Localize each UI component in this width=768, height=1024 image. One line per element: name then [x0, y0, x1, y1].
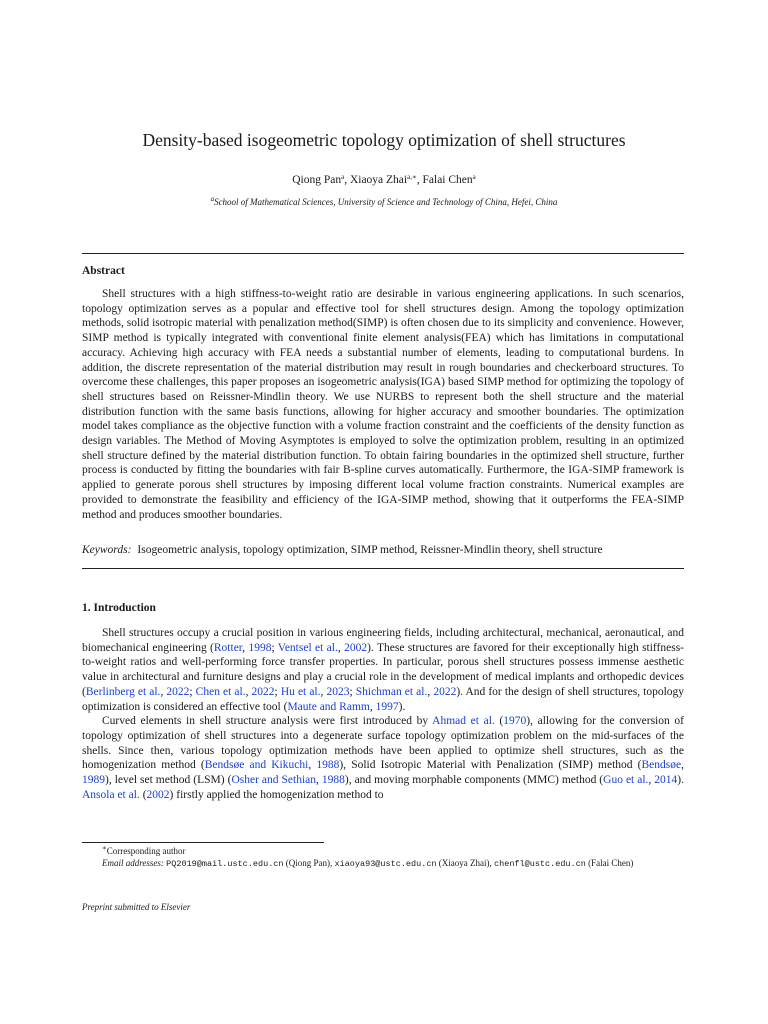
citation-link[interactable]: 2022 [166, 685, 190, 698]
body-text: , [308, 759, 317, 772]
body-text: , [681, 759, 684, 772]
body-text: , [320, 685, 327, 698]
citation-link[interactable]: Osher and Sethian [231, 774, 316, 787]
paper-title: Density-based isogeometric topology optimization of shell structures [142, 130, 626, 150]
keywords-text: Isogeometric analysis, topology optimization, SIMP method, Reissner-Mindlin theory, shell structure [137, 544, 603, 556]
author-affil-mark: a [341, 173, 345, 181]
citation-link[interactable]: Hu et al. [280, 685, 321, 698]
citation-link[interactable]: 2022 [433, 685, 457, 698]
affiliation-text: School of Mathematical Sciences, University of Science and Technology of China, Hefei, China [214, 197, 558, 207]
body-text: ; [189, 685, 196, 698]
body-text: ; [274, 685, 281, 698]
body-text: ( [494, 715, 504, 728]
body-text: ) firstly applied the homogenization method to [169, 788, 384, 801]
footnote-rule [82, 842, 324, 843]
citation-link[interactable]: Ansola et al. [82, 788, 140, 801]
bottom-rule [82, 568, 684, 569]
citation-link[interactable]: Chen et al. [195, 685, 246, 698]
intro-paragraph [82, 714, 684, 802]
body-text: , [160, 685, 167, 698]
author-affil-mark: a [472, 173, 476, 181]
author-name: Qiong Pan [292, 174, 342, 186]
body-text: ), and moving morphable components (MMC) method ( [344, 774, 604, 787]
section-heading: 1. Introduction [82, 602, 156, 614]
citation-link[interactable]: Maute and Ramm [287, 700, 370, 713]
email-link[interactable]: chenfl@ustc.edu.cn [494, 859, 586, 869]
citation-link[interactable]: 2014 [654, 774, 678, 787]
citation-link[interactable]: 2002 [146, 788, 170, 801]
preprint-note: Preprint submitted to Elsevier [82, 902, 191, 912]
citation-link[interactable]: 2022 [251, 685, 275, 698]
author-name: Xiaoya Zhai [349, 174, 408, 186]
affiliation [0, 197, 768, 207]
body-text: ). And for the design of shell structures, topology optimization is considered an effective tool ( [82, 685, 685, 713]
email-owner: (Qiong Pan), [285, 858, 333, 868]
body-text: , [242, 641, 249, 654]
body-text: Shell structures occupy a crucial position in various engineering fields, including architectural, mechanical, aeronautical, and biomechanical engineering ( [82, 627, 684, 654]
body-text: ). [677, 774, 685, 787]
abstract-heading: Abstract [82, 265, 125, 277]
citation-link[interactable]: Guo et al. [603, 774, 649, 787]
citation-link[interactable]: Bendsøe and Kikuchi [204, 759, 309, 772]
citation-link[interactable]: Bendsøe [641, 759, 682, 772]
footnote-mark: ∗ [102, 844, 107, 852]
citation-link[interactable]: 2023 [326, 685, 350, 698]
body-text: Curved elements in shell structure analysis were first introduced by [102, 715, 433, 728]
citation-link[interactable]: Rotter [213, 641, 243, 654]
keywords-label: Keywords: [82, 544, 132, 556]
citation-link[interactable]: 1988 [321, 774, 345, 787]
email-owner: (Falai Chen) [588, 858, 634, 868]
body-text: ), Solid Isotropic Material with Penalization (SIMP) method ( [339, 759, 642, 772]
introduction-body [82, 626, 684, 802]
citation-link[interactable]: 1988 [316, 759, 340, 772]
body-text: ). [398, 700, 406, 713]
citation-link[interactable]: 1997 [375, 700, 399, 713]
intro-paragraph [82, 626, 684, 714]
top-rule [82, 253, 684, 254]
keywords-line [82, 544, 684, 556]
body-text: ). These structures are favored for their exceptionally high stiffness-to-weight ratios and well-performing force transfer properties. In particular, porous shell structures possess immense aesthetic value in architectural and furniture designs and play a crucial role in the development of medical implants and orthopedic devices ( [82, 641, 685, 698]
body-text: , [648, 774, 655, 787]
affiliation-mark: a [210, 195, 215, 203]
body-text: ), allowing for the conversion of topology optimization of shell structures into a degenerate surface topology optimization problem on the mid-surfaces of the shells. Since then, various topology optimization methods have been applied to optimize shell structures, such as the homogenization method ( [82, 715, 684, 772]
email-addresses [82, 857, 684, 870]
email-link[interactable]: xiaoya93@ustc.edu.cn [334, 859, 437, 869]
email-owner: (Xiaoya Zhai), [438, 858, 492, 868]
body-text: , [245, 685, 252, 698]
author-list: Qiong Pan$^a$, Xiaoya Zhai$^{a,∗}$, Falai Chen$^a$ [292, 173, 476, 186]
body-text: ; [271, 641, 278, 654]
abstract-text: Shell structures with a high stiffness-to-weight ratio are desirable in various engineering applications. In such scenarios, topology optimization serves as a popular and effective tool for shell structures design. Among the topology optimization methods, solid isotropic material with penalization method(SIMP) is often chosen due to its simplicity and convenience. However, SIMP method is typically integrated with conventional finite element analysis(FEA) which has limitations in computational accuracy. Achieving high accuracy with FEA needs a substantial number of elements, leading to computational burdens. In addition, the discrete representation of the material distribution may result in rough boundaries and checkerboard structures. To overcome these challenges, this paper proposes an isogeometric analysis(IGA) based SIMP method for optimizing the topology of shell structures based on Reissner-Mindlin theory. We use NURBS to represent both the shell structure and the material distribution function with the same basis functions, allowing for higher accuracy and smoother boundaries. The optimization model takes compliance as the objective function with a volume fraction constraint and the coefficients of the density function as design variables. The Method of Moving Asymptotes is employed to solve the optimization problem, resulting in an optimized shell structure defined by the material distribution function. To obtain fairing boundaries in the optimized shell structure, further process is conducted by fitting the boundaries with fair B-spline curves automatically. Furthermore, the IGA-SIMP framework is applied to generate porous shell structures by imposing different local volume fraction constraints. Numerical examples are provided to demonstrate the feasibility and efficiency of the IGA-SIMP method, showing that it outperforms the FEA-SIMP method and produces smoother boundaries. [82, 288, 684, 521]
citation-link[interactable]: 1998 [248, 641, 272, 654]
citation-link[interactable]: 1970 [503, 715, 527, 728]
author-affil-mark: a,∗ [407, 173, 417, 181]
citation-link[interactable]: 1989 [82, 774, 105, 787]
body-text: ( [139, 788, 147, 801]
email-label: Email addresses: [102, 858, 164, 868]
citation-link[interactable]: Shichman et al. [355, 685, 428, 698]
body-text: ), level set method (LSM) ( [105, 774, 232, 787]
footnote [82, 845, 684, 870]
citation-link[interactable]: Berlinberg et al. [85, 685, 161, 698]
author-name: Falai Chen [422, 174, 473, 186]
body-text: ; [349, 685, 356, 698]
body-text: , [316, 774, 322, 787]
citation-link[interactable]: Ahmad et al. [432, 715, 495, 728]
citation-link[interactable]: 2002 [344, 641, 368, 654]
corresponding-author-note [82, 845, 684, 857]
citation-link[interactable]: Ventsel et al. [277, 641, 338, 654]
corresponding-author-text: Corresponding author [106, 846, 186, 856]
body-text: , [427, 685, 434, 698]
email-link[interactable]: PQ2019@mail.ustc.edu.cn [166, 859, 284, 869]
body-text: , [337, 641, 345, 654]
body-text: , [369, 700, 376, 713]
